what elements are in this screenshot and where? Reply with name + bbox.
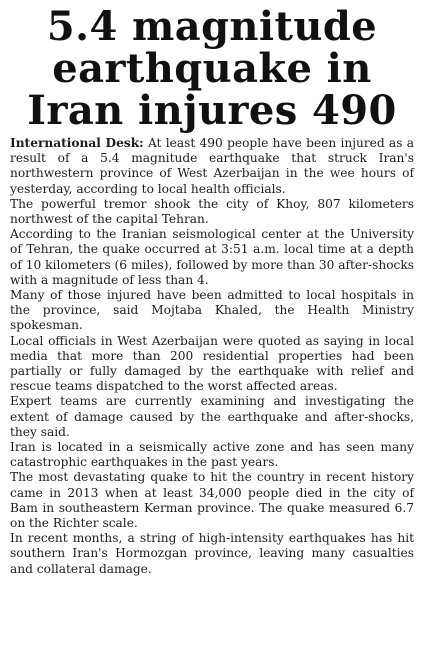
article-paragraph-1 [10, 136, 414, 197]
headline-line-2: earthquake in [52, 45, 372, 92]
article-paragraph-4: Many of those injured have been admitted to local hospitals in the province, said Mojtaba Khaled, the Health Ministry spokesman. [10, 288, 414, 333]
article-paragraph-8: The most devastating quake to hit the country in recent history came in 2013 when at least 34,000 people died in the city of Bam in southeastern Kerman province. The quake measured 6.7 on the Richter scale. [10, 470, 414, 531]
article-paragraph-5: Local officials in West Azerbaijan were quoted as saying in local media that more than 200 residential properties had been partially or fully damaged by the earthquake with relief and rescue teams dispatched to the worst affected areas. [10, 333, 414, 394]
article-body [10, 136, 414, 577]
paragraph-text: At least 490 people have been injured as a result of a 5.4 magnitude earthquake that struck Iran's northwestern province of West Azerbaijan in the wee hours of yesterday, according to local health officials. [10, 136, 414, 196]
headline-line-1: 5.4 magnitude [46, 3, 378, 50]
headline-line-3: Iran injures 490 [27, 87, 397, 134]
article-paragraph-9: In recent months, a string of high-intensity earthquakes has hit southern Iran's Hormozgan province, leaving many casualties and collateral damage. [10, 531, 414, 576]
article-paragraph-7: Iran is located in a seismically active zone and has seen many catastrophic earthquakes in the past years. [10, 440, 414, 470]
article-paragraph-2: The powerful tremor shook the city of Khoy, 807 kilometers northwest of the capital Tehran. [10, 196, 414, 227]
article-paragraph-3: According to the Iranian seismological center at the University of Tehran, the quake occurred at 3:51 a.m. local time at a depth of 10 kilometers (6 miles), followed by more than 30 after-shocks with a magnitude of less than 4. [10, 227, 414, 287]
article-paragraph-6: Expert teams are currently examining and investigating the extent of damage caused by the earthquake and after-shocks, they said. [10, 394, 414, 439]
dateline: International Desk: [10, 136, 144, 150]
headline [10, 3, 414, 134]
